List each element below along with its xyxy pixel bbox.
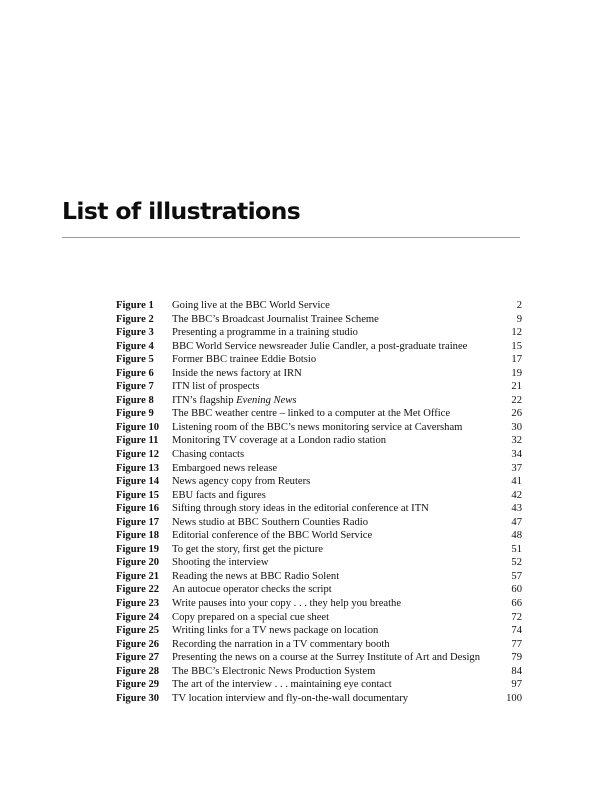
page-number: 21 [511,381,522,393]
page-number: 32 [511,435,522,447]
figure-caption: Shooting the interview [172,557,269,569]
figure-label: Figure 3 [116,327,154,339]
figure-label: Figure 1 [116,300,154,311]
page-number: 15 [511,340,522,352]
list-item [116,407,522,421]
page-number: 17 [511,354,522,366]
list-item [116,502,522,516]
figure-caption: The BBC’s Broadcast Journalist Trainee Scheme [172,313,379,325]
list-item [116,543,522,557]
page-number: 72 [511,611,522,623]
figure-label: Figure 9 [116,408,154,420]
figure-label: Figure 12 [116,449,160,461]
list-item [116,597,522,611]
page-number: 60 [511,584,522,596]
figure-label: Figure 23 [116,598,160,610]
figure-caption: Inside the news factory at IRN [172,367,302,379]
figure-label: Figure 6 [116,367,154,379]
page-number: 48 [511,530,522,542]
figure-label: Figure 25 [116,625,160,637]
figure-caption: TV location interview and fly-on-the-wall documentary [172,692,409,704]
figure-label: Figure 30 [116,692,160,704]
list-item [116,313,522,327]
figure-label: Figure 29 [116,679,160,691]
list-item [116,326,522,340]
list-item [116,340,522,354]
figure-caption: EBU facts and figures [172,489,266,501]
page-title: List of illustrations [62,197,301,225]
figure-caption: Presenting the news on a course at the Surrey Institute of Art and Design [172,652,481,664]
figure-label: Figure 4 [116,340,154,352]
list-item [116,394,522,408]
list-item [116,448,522,462]
figure-label: Figure 15 [116,489,160,501]
list-item [116,570,522,584]
figure-label: Figure 18 [116,530,160,542]
figure-label: Figure 13 [116,462,160,474]
list-item [116,583,522,597]
figure-caption: Former BBC trainee Eddie Botsio [172,354,317,366]
list-item [116,434,522,448]
page-number: 97 [511,679,522,691]
figure-label: Figure 14 [116,476,160,488]
figure-caption: BBC World Service newsreader Julie Candler, a post-graduate trainee [172,340,468,352]
page-number: 9 [516,313,522,325]
figure-label: Figure 5 [116,354,154,366]
figure-caption: News agency copy from Reuters [172,476,311,488]
figure-caption [172,394,511,408]
list-item [116,556,522,570]
page-number: 22 [511,394,522,406]
page-number: 77 [511,638,522,650]
page-number: 74 [511,625,522,637]
figure-label: Figure 24 [116,611,160,623]
figure-label: Figure 22 [116,584,160,596]
page-number: 2 [516,300,522,311]
page-number: 84 [511,665,522,677]
figure-label: Figure 20 [116,557,160,569]
figure-label: Figure 10 [116,421,160,433]
page-number: 100 [506,692,522,704]
figure-label: Figure 28 [116,665,160,677]
figure-caption: An autocue operator checks the script [172,584,332,596]
figure-label: Figure 27 [116,652,160,664]
figure-caption: Write pauses into your copy . . . they help you breathe [172,598,402,610]
page-number: 51 [511,543,522,555]
list-item [116,624,522,638]
figure-label: Figure 19 [116,543,160,555]
page-number: 34 [511,449,522,461]
list-item [116,489,522,503]
figure-label: Figure 16 [116,503,160,515]
list-item [116,529,522,543]
figure-caption: Copy prepared on a special cue sheet [172,611,330,623]
page-number: 79 [511,652,522,664]
list-item [116,367,522,381]
figure-caption: The BBC weather centre – linked to a computer at the Met Office [172,408,451,420]
figure-caption: The BBC’s Electronic News Production System [172,665,376,677]
figure-caption: Editorial conference of the BBC World Service [172,530,373,542]
list-item [116,353,522,367]
title-divider [62,237,520,238]
figure-caption: Reading the news at BBC Radio Solent [172,570,340,582]
page-number: 26 [511,408,522,420]
figure-label: Figure 17 [116,516,160,528]
figure-caption: Going live at the BBC World Service [172,300,330,311]
figure-caption: Writing links for a TV news package on location [172,625,379,637]
page-number: 43 [511,503,522,515]
list-item [116,611,522,625]
page-number: 37 [511,462,522,474]
page-number: 57 [511,570,522,582]
page-number: 12 [511,327,522,339]
list-item [116,421,522,435]
figure-caption-text: ITN’s flagship [172,394,237,406]
list-item [116,638,522,652]
figure-caption: Recording the narration in a TV commentary booth [172,638,390,650]
page-number: 41 [511,476,522,488]
figure-caption: Monitoring TV coverage at a London radio station [172,435,387,447]
figure-caption: To get the story, first get the picture [172,543,323,555]
list-item [116,692,522,706]
figure-label: Figure 11 [116,435,159,447]
list-item [116,299,522,313]
figure-label: Figure 26 [116,638,160,650]
page-number: 52 [511,557,522,569]
figure-caption: Sifting through story ideas in the editorial conference at ITN [172,503,429,515]
figure-caption: News studio at BBC Southern Counties Radio [172,516,368,528]
list-item [116,678,522,692]
page-number: 19 [511,367,522,379]
page-number: 42 [511,489,522,501]
figure-caption: Chasing contacts [172,449,245,461]
list-item [116,665,522,679]
figure-caption-title: Evening News [236,394,297,406]
page-number: 66 [511,598,522,610]
list-item [116,380,522,394]
figure-caption: ITN list of prospects [172,381,260,393]
figure-caption: Embargoed news release [172,462,278,474]
figure-label: Figure 8 [116,394,154,406]
figure-caption: The art of the interview . . . maintaining eye contact [172,679,392,691]
list-item [116,651,522,665]
page-number: 47 [511,516,522,528]
list-item [116,462,522,476]
illustrations-list [116,299,522,705]
list-item [116,475,522,489]
figure-caption: Presenting a programme in a training studio [172,327,358,339]
list-item [116,516,522,530]
figure-label: Figure 7 [116,381,154,393]
figure-caption: Listening room of the BBC’s news monitoring service at Caversham [172,421,463,433]
figure-label: Figure 2 [116,313,154,325]
figure-label: Figure 21 [116,570,160,582]
page-number: 30 [511,421,522,433]
